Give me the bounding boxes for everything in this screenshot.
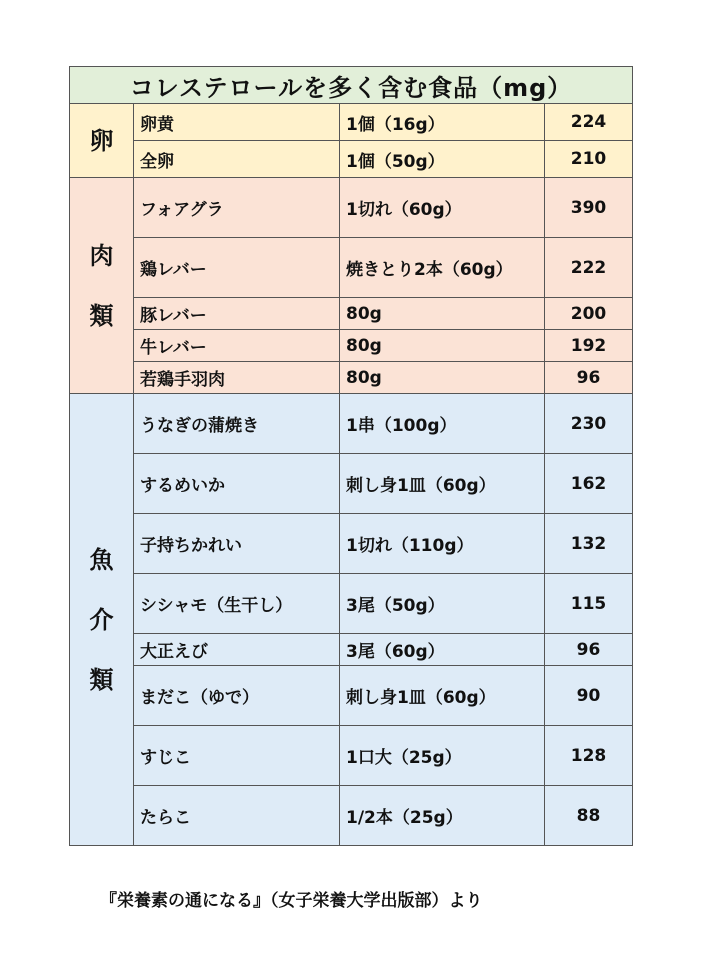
cholesterol-mg: 90 (545, 666, 633, 726)
table-row (70, 330, 633, 362)
food-name: フォアグラ (134, 178, 340, 238)
food-name: 豚レバー (134, 298, 340, 330)
category-meat (70, 178, 134, 394)
title-row (70, 67, 633, 104)
food-name: シシャモ（生干し） (134, 574, 340, 634)
source-citation: 『栄養素の通になる』（女子栄養大学出版部）より (100, 891, 483, 911)
food-amount: 1切れ（60g） (340, 178, 545, 238)
food-amount: 1個（50g） (340, 141, 545, 178)
cholesterol-mg: 132 (545, 514, 633, 574)
cholesterol-mg: 96 (545, 362, 633, 394)
food-name: たらこ (134, 786, 340, 846)
cholesterol-mg: 192 (545, 330, 633, 362)
cholesterol-mg: 222 (545, 238, 633, 298)
food-amount: 1口大（25g） (340, 726, 545, 786)
food-name: 子持ちかれい (134, 514, 340, 574)
cholesterol-mg: 162 (545, 454, 633, 514)
table-row (70, 726, 633, 786)
table-row (70, 104, 633, 141)
table-row (70, 238, 633, 298)
food-amount: 焼きとり2本（60g） (340, 238, 545, 298)
food-amount: 刺し身1皿（60g） (340, 666, 545, 726)
table-row (70, 178, 633, 238)
food-name: すじこ (134, 726, 340, 786)
table-title: コレステロールを多く含む食品（mg） (70, 67, 633, 104)
table-row (70, 298, 633, 330)
table-row (70, 362, 633, 394)
food-amount: 1/2本（25g） (340, 786, 545, 846)
food-name: するめいか (134, 454, 340, 514)
food-name: 大正えび (134, 634, 340, 666)
food-name: 卵黄 (134, 104, 340, 141)
food-name: 牛レバー (134, 330, 340, 362)
cholesterol-mg: 390 (545, 178, 633, 238)
category-meat-char: 肉 (89, 241, 114, 270)
table-row (70, 514, 633, 574)
food-amount: 3尾（50g） (340, 574, 545, 634)
table-row (70, 574, 633, 634)
table-row (70, 394, 633, 454)
category-egg-char: 卵 (89, 126, 114, 155)
cholesterol-mg: 96 (545, 634, 633, 666)
food-amount: 刺し身1皿（60g） (340, 454, 545, 514)
food-amount: 80g (340, 298, 545, 330)
food-amount: 1切れ（110g） (340, 514, 545, 574)
food-amount: 3尾（60g） (340, 634, 545, 666)
table-row (70, 634, 633, 666)
cholesterol-table (69, 66, 633, 846)
category-fish-char: 介 (89, 605, 114, 634)
food-name: 鶏レバー (134, 238, 340, 298)
food-amount: 1個（16g） (340, 104, 545, 141)
cholesterol-mg: 128 (545, 726, 633, 786)
cholesterol-mg: 210 (545, 141, 633, 178)
category-fish-char: 魚 (89, 545, 114, 574)
food-amount: 80g (340, 330, 545, 362)
category-egg (70, 104, 134, 178)
food-amount: 80g (340, 362, 545, 394)
cholesterol-mg: 200 (545, 298, 633, 330)
table-row (70, 786, 633, 846)
food-amount: 1串（100g） (340, 394, 545, 454)
food-name: 若鶏手羽肉 (134, 362, 340, 394)
cholesterol-mg: 115 (545, 574, 633, 634)
table-row (70, 141, 633, 178)
category-fish-char: 類 (89, 665, 114, 694)
category-meat-char: 類 (89, 301, 114, 330)
food-name: 全卵 (134, 141, 340, 178)
category-fish (70, 394, 134, 846)
cholesterol-mg: 224 (545, 104, 633, 141)
table-row (70, 666, 633, 726)
cholesterol-mg: 88 (545, 786, 633, 846)
cholesterol-mg: 230 (545, 394, 633, 454)
table-row (70, 454, 633, 514)
food-name: まだこ（ゆで） (134, 666, 340, 726)
food-name: うなぎの蒲焼き (134, 394, 340, 454)
